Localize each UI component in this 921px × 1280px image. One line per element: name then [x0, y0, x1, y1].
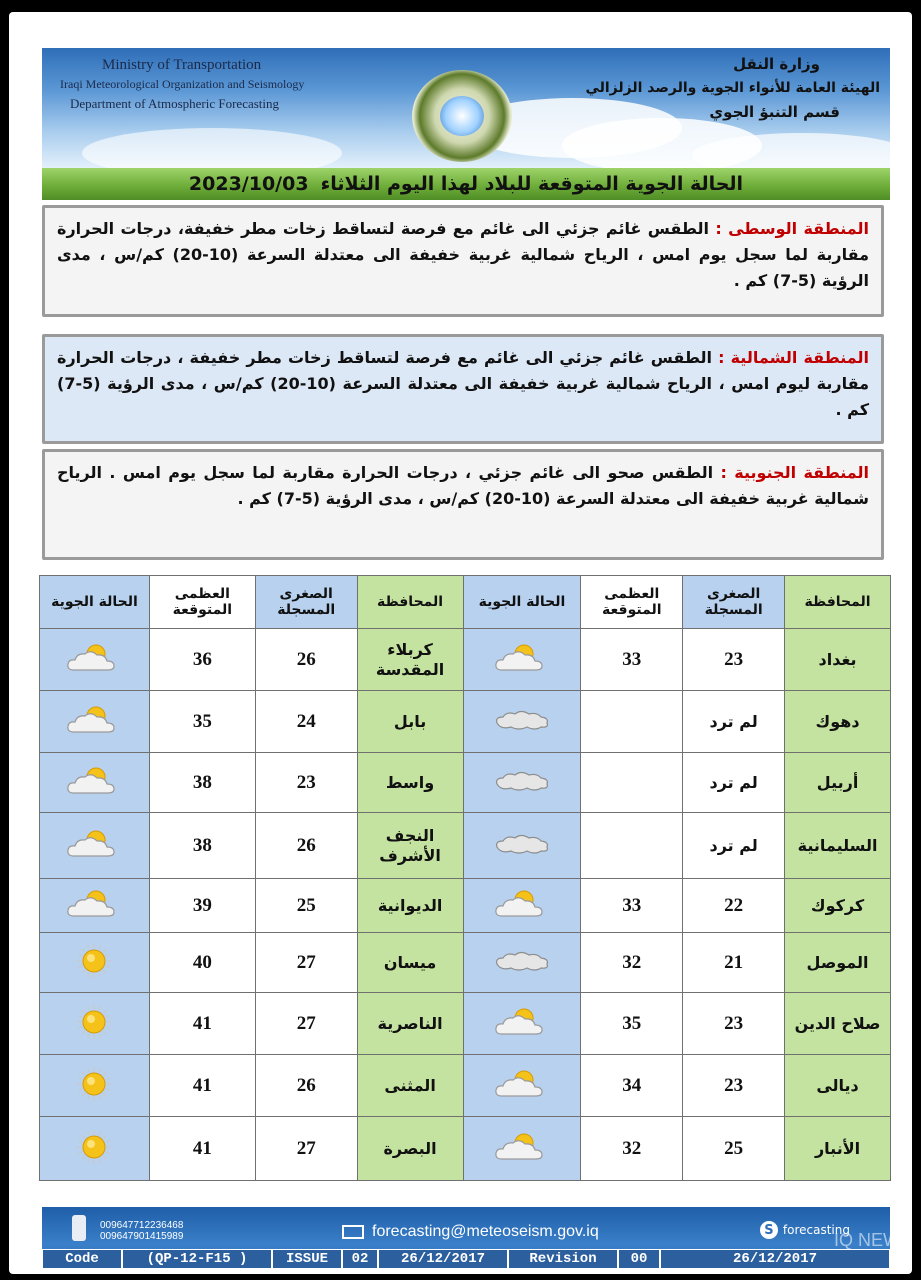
max-temp-cell: 35 — [581, 993, 683, 1055]
max-temp-cell — [581, 691, 683, 753]
partly-cloudy-icon — [492, 1004, 552, 1044]
weather-cell — [463, 753, 581, 813]
region-name: المنطقة الجنوبية : — [720, 463, 870, 482]
header-province: المحافظة — [357, 576, 463, 629]
max-temp-cell: 41 — [149, 1055, 255, 1117]
issue-number: 02 — [342, 1249, 378, 1269]
organization-ar: الهيئة العامة للأنواء الجوية والرصد الزلزالي — [585, 80, 880, 96]
header-max: العظمى المتوقعة — [581, 576, 683, 629]
department-en: Department of Atmospheric Forecasting — [70, 96, 280, 111]
sunny-icon — [64, 943, 124, 983]
province-cell: بابل — [357, 691, 463, 753]
min-temp-cell: 27 — [255, 933, 357, 993]
region-name: المنطقة الوسطى : — [715, 219, 869, 238]
max-temp-cell: 41 — [149, 1117, 255, 1181]
province-cell: واسط — [357, 753, 463, 813]
province-cell: البصرة — [357, 1117, 463, 1181]
min-temp-cell: 23 — [683, 629, 785, 691]
min-temp-cell: 26 — [255, 629, 357, 691]
weather-cell — [463, 691, 581, 753]
partly-cloudy-icon — [64, 702, 124, 742]
skype-icon: S — [760, 1221, 778, 1239]
weather-cell — [463, 933, 581, 993]
forecast-table — [39, 575, 891, 1181]
weather-cell — [40, 1055, 150, 1117]
code-label: Code — [42, 1249, 122, 1269]
weather-cell — [40, 933, 150, 993]
min-temp-cell: 23 — [255, 753, 357, 813]
max-temp-cell: 34 — [581, 1055, 683, 1117]
max-temp-cell: 36 — [149, 629, 255, 691]
province-cell: الموصل — [785, 933, 891, 993]
min-temp-cell: لم ترد — [683, 753, 785, 813]
province-cell: الأنبار — [785, 1117, 891, 1181]
organization-logo — [412, 70, 512, 162]
cloudy-icon — [491, 829, 553, 863]
max-temp-cell: 40 — [149, 933, 255, 993]
cloudy-icon — [491, 766, 553, 800]
province-cell: الديوانية — [357, 879, 463, 933]
province-cell: أربيل — [785, 753, 891, 813]
table-row — [40, 993, 891, 1055]
revision-number: 00 — [618, 1249, 660, 1269]
max-temp-cell: 33 — [581, 629, 683, 691]
region-southern — [42, 449, 884, 560]
table-row — [40, 1055, 891, 1117]
min-temp-cell: 25 — [683, 1117, 785, 1181]
cloudy-icon — [491, 705, 553, 739]
min-temp-cell: 23 — [683, 993, 785, 1055]
email-contact — [342, 1223, 599, 1241]
min-temp-cell: 27 — [255, 993, 357, 1055]
phone-numbers — [100, 1220, 183, 1242]
weather-cell — [40, 691, 150, 753]
phone-1: 009647712236468 — [100, 1220, 184, 1231]
weather-cell — [40, 879, 150, 933]
max-temp-cell — [581, 753, 683, 813]
weather-cell — [40, 753, 150, 813]
province-cell: المثنى — [357, 1055, 463, 1117]
ministry-ar: وزارة النقل — [733, 55, 820, 73]
province-cell: كركوك — [785, 879, 891, 933]
max-temp-cell: 32 — [581, 1117, 683, 1181]
province-cell: ميسان — [357, 933, 463, 993]
sunny-icon — [64, 1129, 124, 1169]
province-cell: النجف الأشرف — [357, 813, 463, 879]
table-header-row — [40, 576, 891, 629]
organization-en: Iraqi Meteorological Organization and Seismology — [60, 77, 305, 91]
sunny-icon — [64, 1066, 124, 1106]
sunny-icon — [64, 1004, 124, 1044]
partly-cloudy-icon — [64, 763, 124, 803]
region-central — [42, 205, 884, 317]
min-temp-cell: 27 — [255, 1117, 357, 1181]
partly-cloudy-icon — [64, 886, 124, 926]
region-text: الطقس غائم جزئي الى غائم مع فرصة لتساقط زخات مطر خفيفة، درجات الحرارة مقاربة لما سجل يوم امس ، الرياح شمالية غربية خفيفة الى معتدلة السرعة (10-20) كم/س ، مدى الرؤية (5-7) كم . — [57, 219, 869, 290]
header-min: الصغرى المسجلة — [255, 576, 357, 629]
province-cell: بغداد — [785, 629, 891, 691]
code-value: (QP-12-F15 ) — [122, 1249, 272, 1269]
header-max: العظمى المتوقعة — [149, 576, 255, 629]
table-row — [40, 1117, 891, 1181]
weather-cell — [463, 813, 581, 879]
weather-cell — [40, 993, 150, 1055]
table-row — [40, 813, 891, 879]
issue-label: ISSUE — [272, 1249, 342, 1269]
province-cell: دهوك — [785, 691, 891, 753]
phone-icon — [72, 1215, 86, 1241]
footer — [42, 1207, 890, 1269]
logo-emblem-icon — [440, 96, 484, 136]
header-min: الصغرى المسجلة — [683, 576, 785, 629]
header-province: المحافظة — [785, 576, 891, 629]
province-cell: صلاح الدين — [785, 993, 891, 1055]
region-text: الطقس صحو الى غائم جزئي ، درجات الحرارة مقاربة لما سجل يوم امس . الرياح شمالية غربية خفيفة الى معتدلة السرعة (10-20) كم/س ، مدى الرؤية (5-7) كم . — [57, 463, 869, 508]
region-northern — [42, 334, 884, 444]
max-temp-cell: 38 — [149, 753, 255, 813]
weather-cell — [40, 813, 150, 879]
weather-cell — [40, 1117, 150, 1181]
min-temp-cell: 26 — [255, 813, 357, 879]
ministry-en: Ministry of Transportation — [102, 57, 262, 73]
weather-cell — [463, 993, 581, 1055]
title-date: 2023/10/03 — [188, 173, 309, 195]
max-temp-cell: 39 — [149, 879, 255, 933]
mail-icon — [342, 1225, 364, 1239]
province-cell: ديالى — [785, 1055, 891, 1117]
min-temp-cell: 24 — [255, 691, 357, 753]
region-text: الطقس غائم جزئي الى غائم مع فرصة لتساقط زخات مطر خفيفة ، درجات الحرارة مقاربة ليوم امس ، الرياح شمالية غربية خفيفة الى معتدلة السرعة (10-20) كم/س ، مدى الرؤية (5-7) كم . — [57, 348, 870, 419]
table-row — [40, 933, 891, 993]
partly-cloudy-icon — [64, 640, 124, 680]
weather-cell — [40, 629, 150, 691]
min-temp-cell: لم ترد — [683, 813, 785, 879]
cloudy-icon — [491, 946, 553, 980]
forecast-page — [9, 12, 912, 1274]
min-temp-cell: 25 — [255, 879, 357, 933]
header-weather: الحالة الجوية — [40, 576, 150, 629]
title-text: الحالة الجوية المتوقعة للبلاد لهذا اليوم الثلاثاء — [320, 173, 744, 195]
max-temp-cell: 32 — [581, 933, 683, 993]
partly-cloudy-icon — [492, 640, 552, 680]
weather-cell — [463, 1117, 581, 1181]
partly-cloudy-icon — [492, 1066, 552, 1106]
skype-name: forecasting — [782, 1223, 850, 1237]
partly-cloudy-icon — [492, 1129, 552, 1169]
table-row — [40, 753, 891, 813]
province-cell: الناصرية — [357, 993, 463, 1055]
phone-2: 009647901415989 — [100, 1231, 184, 1242]
header-weather: الحالة الجوية — [463, 576, 581, 629]
table-row — [40, 879, 891, 933]
min-temp-cell: 22 — [683, 879, 785, 933]
province-cell: السليمانية — [785, 813, 891, 879]
weather-cell — [463, 879, 581, 933]
revision-label: Revision — [508, 1249, 618, 1269]
table-row — [40, 629, 891, 691]
department-ar: قسم التنبؤ الجوي — [709, 103, 840, 121]
header-banner — [42, 48, 890, 168]
max-temp-cell: 41 — [149, 993, 255, 1055]
email-address: forecasting@meteoseism.gov.iq — [372, 1223, 599, 1240]
max-temp-cell: 38 — [149, 813, 255, 879]
weather-cell — [463, 629, 581, 691]
header-english — [60, 56, 304, 113]
max-temp-cell — [581, 813, 683, 879]
min-temp-cell: 23 — [683, 1055, 785, 1117]
forecast-title — [42, 168, 890, 200]
weather-cell — [463, 1055, 581, 1117]
revision-date: 26/12/2017 — [660, 1249, 890, 1269]
max-temp-cell: 35 — [149, 691, 255, 753]
document-code-row — [42, 1249, 890, 1269]
province-cell: كربلاء المقدسة — [357, 629, 463, 691]
watermark: IQ NEW — [834, 1230, 900, 1250]
min-temp-cell: 26 — [255, 1055, 357, 1117]
partly-cloudy-icon — [492, 886, 552, 926]
min-temp-cell: لم ترد — [683, 691, 785, 753]
issue-date: 26/12/2017 — [378, 1249, 508, 1269]
region-name: المنطقة الشمالية : — [718, 348, 870, 367]
header-arabic — [585, 52, 880, 124]
max-temp-cell: 33 — [581, 879, 683, 933]
partly-cloudy-icon — [64, 826, 124, 866]
table-row — [40, 691, 891, 753]
min-temp-cell: 21 — [683, 933, 785, 993]
